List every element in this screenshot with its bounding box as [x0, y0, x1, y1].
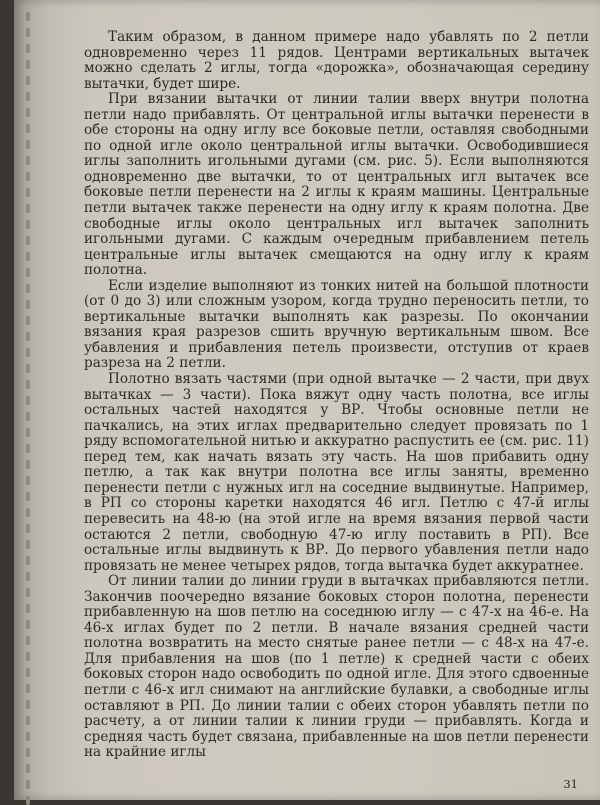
binding-stitch: [26, 492, 30, 501]
binding-stitch: [26, 748, 30, 757]
binding-stitch: [26, 668, 30, 677]
binding-stitch: [26, 332, 30, 341]
paragraph: От линии талии до линии груди в вытачках прибавляются петли. Закончив поочередно вязание боковых сторон полотна, перенести прибавленную на шов петлю на соседнюю иглу — с 47-х на 46-е. На 46-х иглах будет по 2 петли. В начале вязания средней части полотна возвратить на место снятые ранее петли — с 48-х на 47-е. Для прибавления на шов (по 1 петле) к средней части с обеих боковых сторон надо освободить по одной игле. Для этого сдвоенные петли с 46-х игл снимают на английские булавки, а свободные иглы оставляют в РП. До линии талии с обеих сторон убавлять петли по расчету, а от линии талии к линии груди — прибавлять. Когда и средняя часть будет связана, прибавленные на шов петли перенести на крайние иглы: [84, 573, 589, 761]
binding-stitch: [26, 380, 30, 389]
binding-stitch: [26, 348, 30, 357]
binding-stitch: [26, 364, 30, 373]
binding-stitch: [26, 76, 30, 85]
binding-stitch: [26, 172, 30, 181]
paragraph: При вязании вытачки от линии талии вверх внутри полотна петли надо прибавлять. От центральной иглы вытачки перенести в обе стороны на одну иглу все боковые петли, оставляя свободными по одной игле около центральной иглы вытачки. Освободившиеся иглы заполнить игольными дугами (см. рис. 5). Если выполняются одновременно две вытачки, то от центральных игл вытачек все боковые петли перенести на 2 иглы к краям машины. Центральные петли вытачек также перенести на одну иглу к краям полотна. Две свободные иглы около центральных игл вытачек заполнить игольными дугами. С каждым очередным прибавлением петель центральные иглы вытачек смещаются на одну иглу к краям полотна.: [84, 91, 589, 279]
binding-stitch: [26, 204, 30, 213]
binding-stitch: [26, 620, 30, 629]
binding-stitch: [26, 732, 30, 741]
binding-stitch: [26, 268, 30, 277]
paragraph: Таким образом, в данном примере надо убавлять по 2 петли одновременно через 11 рядов. Центрами вертикальных вытачек можно сделать 2 иглы, тогда «дорожка», обозначающая середину вытачки, будет шире.: [84, 29, 589, 92]
binding-stitch: [26, 300, 30, 309]
paragraph: Полотно вязать частями (при одной вытачке — 2 части, при двух вытачках — 3 части). Пока вяжут одну часть полотна, все иглы остальных частей находятся у ВР. Чтобы основные петли не пачкались, на этих иглах предварительно следует провязать по 1 ряду вспомогательной нитью и аккуратно распустить ее (см. рис. 11) перед тем, как начать вязать эту часть. На шов прибавить одну петлю, а так как внутри полотна все иглы заняты, временно перенести петли с нужных игл на соседние выдвинутые. Например, в РП со стороны каретки находятся 46 игл. Петлю с 47-й иглы перевесить на 48-ю (на этой игле на время вязания первой части остаются 2 петли, свободную 47-ю иглу поставить в РП). Все остальные иглы выдвинуть к ВР. До первого убавления петли надо провязать не менее четырех рядов, тогда вытачка будет аккуратнее.: [84, 371, 589, 574]
binding-stitch: [26, 636, 30, 645]
binding-stitch: [26, 652, 30, 661]
binding-stitch: [26, 460, 30, 469]
binding-stitch: [26, 12, 30, 21]
page-number: 31: [563, 777, 578, 791]
binding-stitch: [26, 444, 30, 453]
binding-stitch: [26, 476, 30, 485]
body-text: [84, 30, 589, 761]
binding-stitch: [26, 316, 30, 325]
book-page: [14, 0, 600, 800]
paragraph: Если изделие выполняют из тонких нитей на большой плотности (от 0 до 3) или сложным узором, когда трудно переносить петли, то вертикальные вытачки выполнять как разрезы. По окончании вязания края разрезов сшить вручную вертикальным швом. Все убавления и прибавления петель произвести, отступив от краев разреза на 2 петли.: [84, 277, 589, 372]
binding-stitch: [26, 508, 30, 517]
binding-stitch: [26, 124, 30, 133]
binding-stitch: [26, 188, 30, 197]
binding-stitch: [26, 156, 30, 165]
binding-stitch: [26, 428, 30, 437]
binding-stitch: [26, 284, 30, 293]
binding-stitch: [26, 252, 30, 261]
binding-stitch: [26, 780, 30, 789]
binding-stitch: [26, 108, 30, 117]
binding-stitch: [26, 540, 30, 549]
binding-stitch: [26, 412, 30, 421]
binding-stitch: [26, 604, 30, 613]
binding-stitch: [26, 92, 30, 101]
binding-stitch: [26, 220, 30, 229]
binding-stitch: [26, 396, 30, 405]
binding-stitch: [26, 556, 30, 565]
binding-stitches: [22, 0, 36, 800]
binding-stitch: [26, 716, 30, 725]
binding-stitch: [26, 524, 30, 533]
binding-stitch: [26, 572, 30, 581]
binding-stitch: [26, 588, 30, 597]
binding-stitch: [26, 44, 30, 53]
binding-stitch: [26, 28, 30, 37]
binding-stitch: [26, 236, 30, 245]
binding-stitch: [26, 700, 30, 709]
binding-stitch: [26, 684, 30, 693]
binding-stitch: [26, 796, 30, 805]
binding-stitch: [26, 764, 30, 773]
binding-stitch: [26, 60, 30, 69]
binding-stitch: [26, 140, 30, 149]
